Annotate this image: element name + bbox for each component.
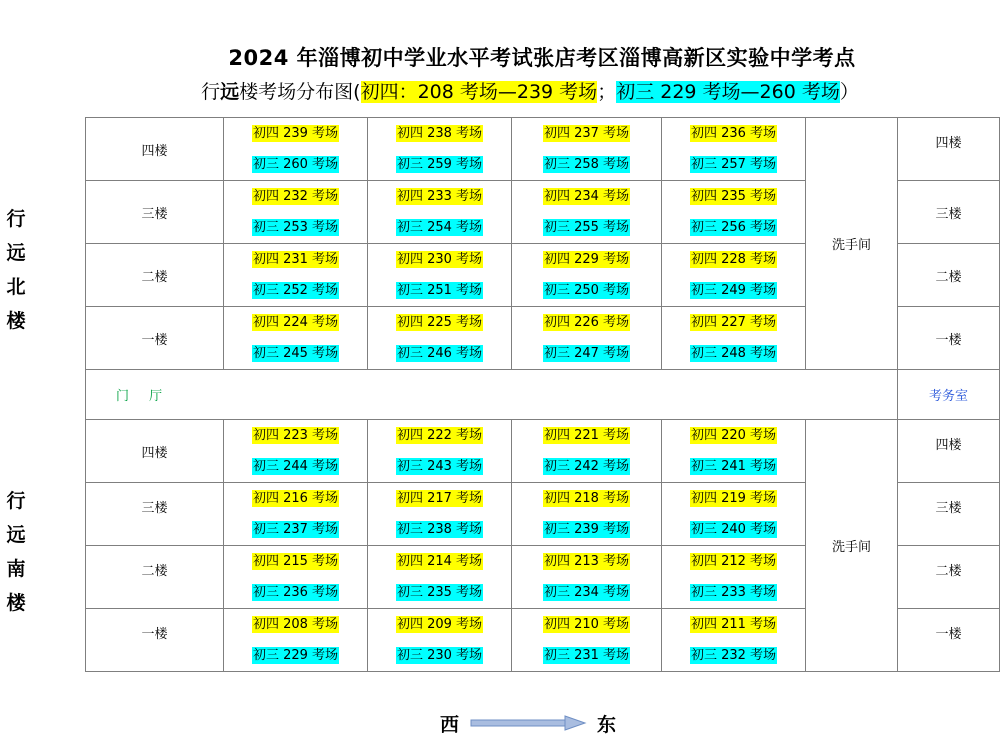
grade4-room: 初四 211 考场 <box>690 617 777 632</box>
right-floor-label: 四楼 <box>898 420 1000 483</box>
right-floor-label: 四楼 <box>898 118 1000 181</box>
south-building-rows <box>86 420 1000 672</box>
floor-label: 一楼 <box>86 307 224 370</box>
direction-indicator <box>440 708 616 738</box>
exam-room-cell <box>512 244 662 307</box>
exam-room-cell <box>368 420 512 483</box>
grade3-room: 初三 237 考场 <box>252 522 339 537</box>
grade4-room: 初四 224 考场 <box>252 315 339 330</box>
exam-room-cell <box>512 483 662 546</box>
north-building-char: 楼 <box>6 310 26 332</box>
grade4-room: 初四 235 考场 <box>690 189 777 204</box>
exam-room-cell <box>224 483 368 546</box>
grade4-room: 初四 234 考场 <box>543 189 630 204</box>
grade4-room: 初四 215 考场 <box>252 554 339 569</box>
exam-room-cell <box>368 118 512 181</box>
right-floor-label: 一楼 <box>898 307 1000 370</box>
north-building-rows <box>86 118 1000 370</box>
north-building-char: 行 <box>6 208 26 230</box>
exam-office-label: 考务室 <box>898 370 1000 420</box>
grade4-room: 初四 236 考场 <box>690 126 777 141</box>
exam-room-cell <box>368 609 512 672</box>
floor-row <box>86 118 1000 181</box>
grade4-room: 初四 238 考场 <box>396 126 483 141</box>
floor-label: 四楼 <box>86 118 224 181</box>
grade3-room: 初三 253 考场 <box>252 220 339 235</box>
exam-room-cell <box>662 118 806 181</box>
grade4-room: 初四 208 考场 <box>252 617 339 632</box>
grade3-room: 初三 242 考场 <box>543 459 630 474</box>
floor-label: 四楼 <box>86 420 224 483</box>
grade3-room: 初三 235 考场 <box>396 585 483 600</box>
grade4-room: 初四 226 考场 <box>543 315 630 330</box>
washroom-cell: 洗手间 <box>806 118 898 370</box>
exam-room-cell <box>368 483 512 546</box>
exam-room-cell <box>662 181 806 244</box>
grade3-room: 初三 236 考场 <box>252 585 339 600</box>
south-building-label <box>4 484 28 620</box>
grade3-room: 初三 238 考场 <box>396 522 483 537</box>
lobby-row <box>86 370 1000 420</box>
subtitle-prefix: 行 <box>201 81 221 103</box>
exam-room-cell <box>662 609 806 672</box>
grade3-room: 初三 244 考场 <box>252 459 339 474</box>
grade4-room: 初四 239 考场 <box>252 126 339 141</box>
direction-east: 东 <box>597 713 617 736</box>
right-floor-label: 二楼 <box>898 546 1000 609</box>
floor-row <box>86 420 1000 483</box>
south-building-char: 远 <box>6 524 26 546</box>
lobby-label: 门 厅 <box>86 370 898 420</box>
subtitle-bold: 远 <box>220 81 240 103</box>
grade3-room: 初三 259 考场 <box>396 157 483 172</box>
east-arrow-icon <box>469 715 587 731</box>
right-floor-label: 二楼 <box>898 244 1000 307</box>
right-floor-label: 三楼 <box>898 181 1000 244</box>
grade4-room: 初四 231 考场 <box>252 252 339 267</box>
north-building-char: 北 <box>6 276 26 298</box>
exam-room-cell <box>224 609 368 672</box>
south-building-char: 南 <box>6 558 26 580</box>
subtitle-suffix: ） <box>839 81 859 103</box>
exam-room-cell <box>512 609 662 672</box>
exam-room-cell <box>512 118 662 181</box>
exam-room-cell <box>224 118 368 181</box>
grade3-room: 初三 258 考场 <box>543 157 630 172</box>
exam-room-table <box>85 117 1000 672</box>
right-floor-label: 三楼 <box>898 483 1000 546</box>
grade4-room: 初四 223 考场 <box>252 428 339 443</box>
grade4-room: 初四 222 考场 <box>396 428 483 443</box>
grade3-room: 初三 243 考场 <box>396 459 483 474</box>
grade3-room: 初三 254 考场 <box>396 220 483 235</box>
grade4-room: 初四 218 考场 <box>543 491 630 506</box>
exam-room-cell <box>224 420 368 483</box>
grade3-range: 初三 229 考场—260 考场 <box>616 81 840 103</box>
grade3-room: 初三 240 考场 <box>690 522 777 537</box>
grade3-room: 初三 257 考场 <box>690 157 777 172</box>
grade3-room: 初三 229 考场 <box>252 648 339 663</box>
grade3-room: 初三 231 考场 <box>543 648 630 663</box>
floor-label: 一楼 <box>86 609 224 672</box>
grade4-room: 初四 212 考场 <box>690 554 777 569</box>
floor-label: 三楼 <box>86 181 224 244</box>
grade4-room: 初四 214 考场 <box>396 554 483 569</box>
exam-room-cell <box>368 546 512 609</box>
floor-label: 二楼 <box>86 244 224 307</box>
exam-room-cell <box>662 546 806 609</box>
grade3-room: 初三 251 考场 <box>396 283 483 298</box>
document-title: 2024 年淄博初中学业水平考试张店考区淄博高新区实验中学考点 <box>228 46 856 70</box>
grade4-room: 初四 230 考场 <box>396 252 483 267</box>
grade3-room: 初三 246 考场 <box>396 346 483 361</box>
grade3-room: 初三 234 考场 <box>543 585 630 600</box>
subtitle-mid: 楼考场分布图( <box>239 81 361 103</box>
exam-room-cell <box>662 420 806 483</box>
subtitle-separator: ； <box>597 81 617 103</box>
exam-room-cell <box>662 483 806 546</box>
grade3-room: 初三 247 考场 <box>543 346 630 361</box>
exam-room-cell <box>662 244 806 307</box>
grade4-room: 初四 210 考场 <box>543 617 630 632</box>
exam-room-cell <box>224 244 368 307</box>
washroom-cell: 洗手间 <box>806 420 898 672</box>
grade4-room: 初四 232 考场 <box>252 189 339 204</box>
grade4-room: 初四 219 考场 <box>690 491 777 506</box>
document-subtitle <box>150 77 910 104</box>
direction-west: 西 <box>440 713 460 736</box>
grade3-room: 初三 249 考场 <box>690 283 777 298</box>
exam-room-cell <box>368 181 512 244</box>
grade3-room: 初三 230 考场 <box>396 648 483 663</box>
grade4-range: 初四：208 考场—239 考场 <box>360 81 598 103</box>
grade4-room: 初四 209 考场 <box>396 617 483 632</box>
exam-room-cell <box>224 546 368 609</box>
south-building-char: 行 <box>6 490 26 512</box>
grade3-room: 初三 252 考场 <box>252 283 339 298</box>
grade3-room: 初三 245 考场 <box>252 346 339 361</box>
grade4-room: 初四 221 考场 <box>543 428 630 443</box>
grade4-room: 初四 213 考场 <box>543 554 630 569</box>
grade4-room: 初四 217 考场 <box>396 491 483 506</box>
grade4-room: 初四 216 考场 <box>252 491 339 506</box>
grade3-room: 初三 255 考场 <box>543 220 630 235</box>
grade4-room: 初四 220 考场 <box>690 428 777 443</box>
grade4-room: 初四 228 考场 <box>690 252 777 267</box>
grade3-room: 初三 248 考场 <box>690 346 777 361</box>
exam-room-cell <box>512 307 662 370</box>
exam-room-cell <box>224 181 368 244</box>
exam-room-cell <box>512 181 662 244</box>
exam-room-cell <box>224 307 368 370</box>
floor-label: 二楼 <box>86 546 224 609</box>
grade4-room: 初四 227 考场 <box>690 315 777 330</box>
grade4-room: 初四 237 考场 <box>543 126 630 141</box>
exam-room-cell <box>368 307 512 370</box>
grade4-room: 初四 229 考场 <box>543 252 630 267</box>
grade3-room: 初三 260 考场 <box>252 157 339 172</box>
floor-label: 三楼 <box>86 483 224 546</box>
grade4-room: 初四 233 考场 <box>396 189 483 204</box>
north-building-label <box>4 202 28 338</box>
grade3-room: 初三 241 考场 <box>690 459 777 474</box>
grade4-room: 初四 225 考场 <box>396 315 483 330</box>
south-building-char: 楼 <box>6 592 26 614</box>
exam-room-cell <box>512 546 662 609</box>
exam-room-cell <box>512 420 662 483</box>
grade3-room: 初三 239 考场 <box>543 522 630 537</box>
north-building-char: 远 <box>6 242 26 264</box>
right-floor-label: 一楼 <box>898 609 1000 672</box>
grade3-room: 初三 250 考场 <box>543 283 630 298</box>
grade3-room: 初三 233 考场 <box>690 585 777 600</box>
exam-room-cell <box>662 307 806 370</box>
grade3-room: 初三 232 考场 <box>690 648 777 663</box>
exam-room-cell <box>368 244 512 307</box>
grade3-room: 初三 256 考场 <box>690 220 777 235</box>
